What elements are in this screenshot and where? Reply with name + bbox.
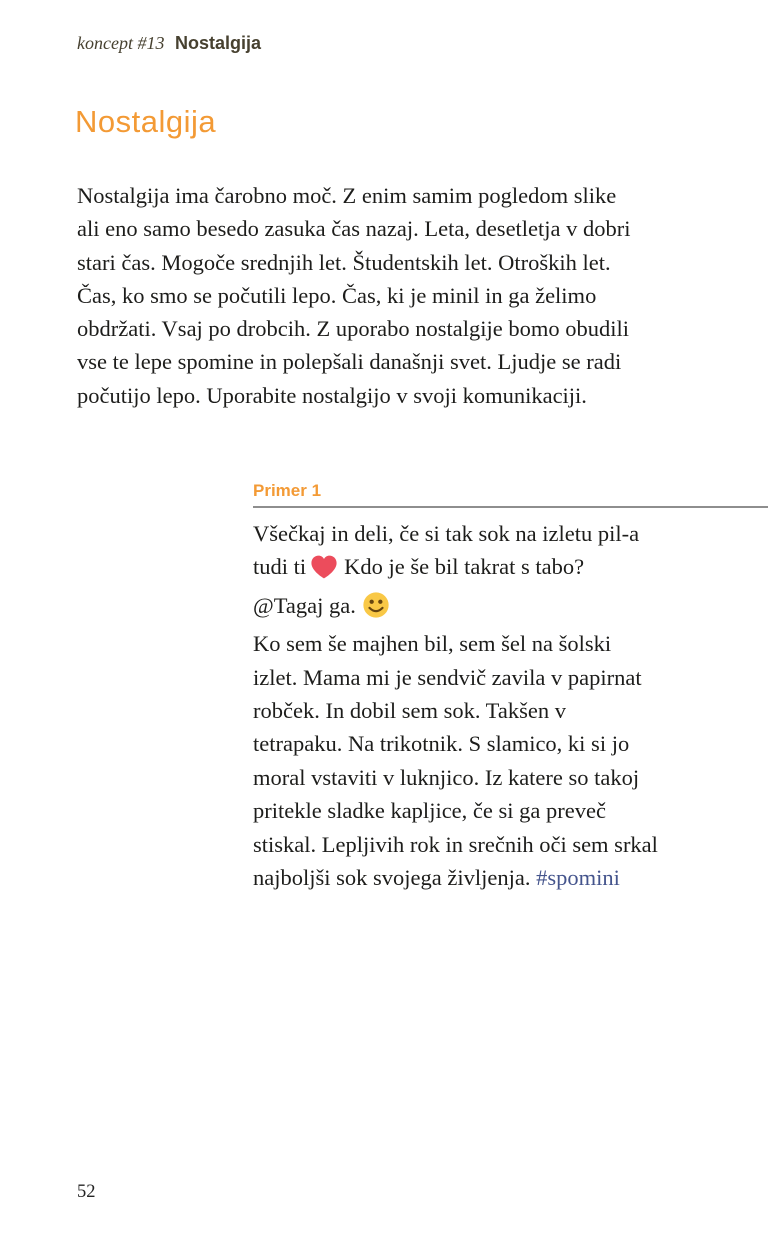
story-line: moral vstaviti v luknjico. Iz katere so takoj	[253, 764, 640, 790]
story-line: izlet. Mama mi je sendvič zavila v papirnat	[253, 664, 642, 690]
intro-line: ali eno samo besedo zasuka čas nazaj. Leta, desetletja v dobri	[77, 216, 631, 242]
heart-icon	[311, 555, 337, 588]
example-label: Primer 1	[253, 481, 322, 500]
intro-line: stari čas. Mogoče srednjih let. Študentskih let. Otroških let.	[77, 249, 611, 275]
post-line: Všečkaj in deli, če si tak sok na izletu pil-a	[253, 521, 640, 546]
intro-line: obdržati. Vsaj po drobcih. Z uporabo nostalgije bomo obudili	[77, 316, 629, 342]
story-line: pritekle sladke kapljice, če si ga preveč	[253, 798, 606, 824]
running-header	[77, 31, 261, 55]
story-last-line	[253, 861, 768, 894]
story-line: Ko sem še majhen bil, sem šel na šolski	[253, 631, 612, 657]
intro-line: vse te lepe spomine in polepšali današnji svet. Ljudje se radi	[77, 349, 622, 375]
example-section	[253, 481, 768, 894]
intro-line: Čas, ko smo se počutili lepo. Čas, ki je minil in ga želimo	[77, 282, 597, 308]
page-title: Nostalgija	[75, 104, 217, 139]
header-kicker: koncept #13	[77, 33, 165, 53]
hashtag-link[interactable]: #spomini	[536, 865, 620, 891]
story-line-text: najboljši sok svojega življenja.	[253, 865, 531, 891]
post-line	[253, 589, 768, 627]
post-line	[253, 550, 768, 588]
smiley-icon	[363, 592, 389, 627]
intro-line: Nostalgija ima čarobno moč. Z enim samim pogledom slike	[77, 183, 617, 208]
page-number: 52	[77, 1182, 96, 1202]
story-line: tetrapaku. Na trikotnik. S slamico, ki si jo	[253, 731, 630, 757]
intro-paragraph	[77, 179, 737, 412]
post-line-text: @Tagaj ga.	[253, 592, 356, 618]
intro-line: počutijo lepo. Uporabite nostalgijo v svoji komunikaciji.	[77, 382, 587, 408]
story-line: robček. In dobil sem sok. Takšen v	[253, 698, 566, 724]
story-line: stiskal. Lepljivih rok in srečnih oči sem srkal	[253, 831, 658, 857]
example-divider	[253, 506, 768, 508]
example-body	[253, 517, 768, 894]
post-line-text: tudi ti	[253, 554, 307, 580]
header-chapter-name: Nostalgija	[174, 33, 261, 53]
post-line-text: Kdo je še bil takrat s tabo?	[344, 554, 585, 580]
